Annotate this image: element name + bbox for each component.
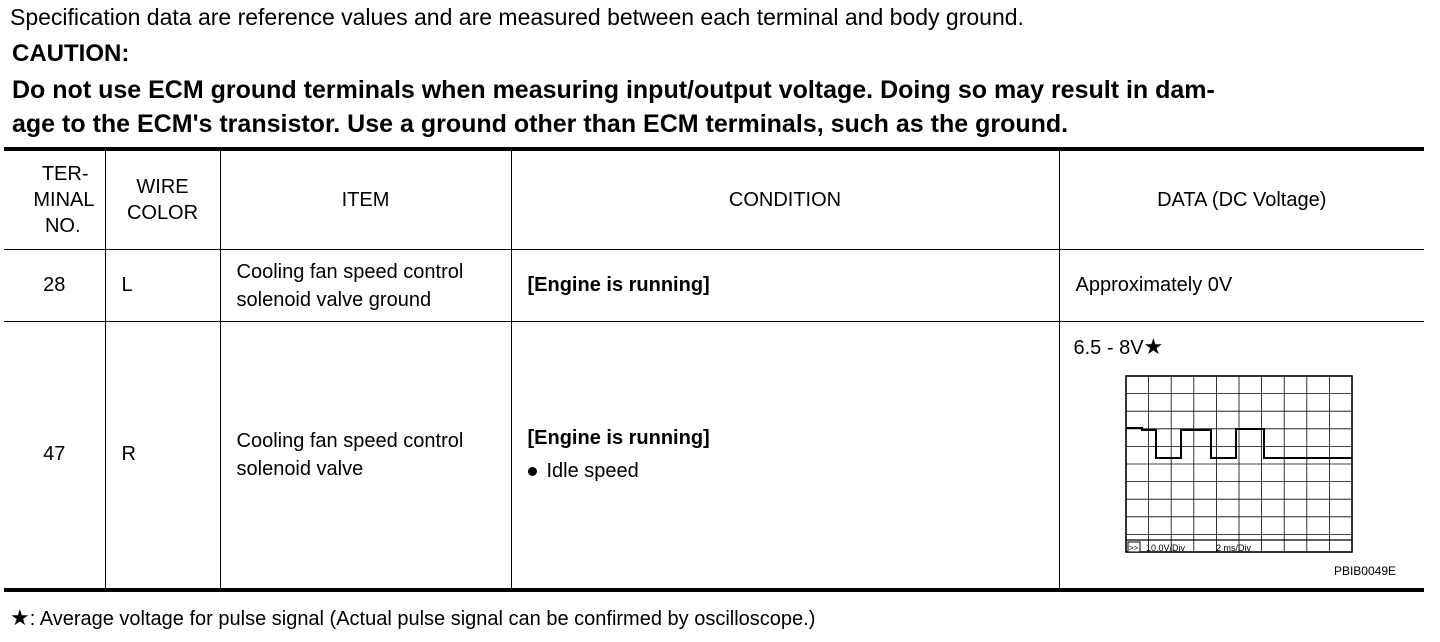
condition-bullet	[528, 460, 1059, 483]
cell-item	[220, 322, 511, 590]
data-value-text: 6.5 - 8V	[1073, 337, 1144, 359]
condition-heading: [Engine is running]	[527, 426, 710, 449]
condition-bullet-text: Idle speed	[546, 459, 639, 482]
header-condition: CONDITION	[511, 149, 1059, 250]
terminal-spec-table	[4, 147, 1424, 592]
scope-time-div: 2 ms/Div	[1215, 543, 1251, 553]
oscilloscope-waveform	[1124, 374, 1354, 558]
footnote-star-icon: ★	[10, 605, 30, 630]
caution-title: CAUTION:	[12, 40, 130, 67]
header-terminal-line-3: NO.	[44, 215, 81, 237]
cell-wire: R	[105, 322, 220, 590]
table-header-row	[4, 149, 1424, 250]
table-row	[4, 322, 1424, 590]
item-line-1: Cooling fan speed control	[236, 260, 464, 283]
header-wire-line-2: COLOR	[126, 202, 199, 224]
cell-condition: [Engine is running]	[511, 250, 1059, 322]
header-wire-color	[105, 149, 220, 250]
cell-item	[220, 250, 511, 322]
cell-terminal: 28	[4, 250, 105, 322]
bullet-dot-icon	[528, 467, 537, 476]
cell-terminal: 47	[4, 322, 105, 590]
cell-condition	[511, 322, 1059, 590]
caution-line-2: age to the ECM's transistor. Use a ground other than ECM terminals, such as the ground.	[12, 110, 1069, 138]
caution-line-1: Do not use ECM ground terminals when measuring input/output voltage. Doing so may result in dam-	[12, 76, 1215, 104]
table-row	[4, 250, 1424, 322]
footnote	[10, 605, 815, 631]
star-icon: ★	[1143, 334, 1164, 359]
header-data: DATA (DC Voltage)	[1059, 149, 1424, 250]
scope-volt-div: 10.0V/Div	[1145, 543, 1185, 553]
header-terminal-no	[4, 149, 105, 250]
item-line-2: solenoid valve ground	[236, 288, 432, 311]
scope-grid	[1126, 376, 1352, 552]
data-value	[1074, 334, 1164, 360]
footnote-text: : Average voltage for pulse signal (Actual pulse signal can be confirmed by oscilloscope.)	[29, 608, 816, 630]
cell-wire: L	[105, 250, 220, 322]
header-terminal-line-1: TER-	[41, 163, 89, 185]
header-item: ITEM	[220, 149, 511, 250]
header-terminal-line-2: MINAL	[33, 189, 95, 211]
cell-data: Approximately 0V	[1059, 250, 1424, 322]
intro-text: Specification data are reference values and are measured between each terminal and body ground.	[10, 4, 1024, 30]
figure-code: PBIB0049E	[1333, 563, 1396, 578]
cell-data	[1059, 322, 1424, 590]
item-line-2: solenoid valve	[236, 457, 364, 480]
item-line-1: Cooling fan speed control	[236, 429, 464, 452]
scope-arrow-label: >>	[1128, 543, 1138, 553]
header-wire-line-1: WIRE	[136, 176, 189, 198]
caution-text	[12, 73, 1424, 141]
